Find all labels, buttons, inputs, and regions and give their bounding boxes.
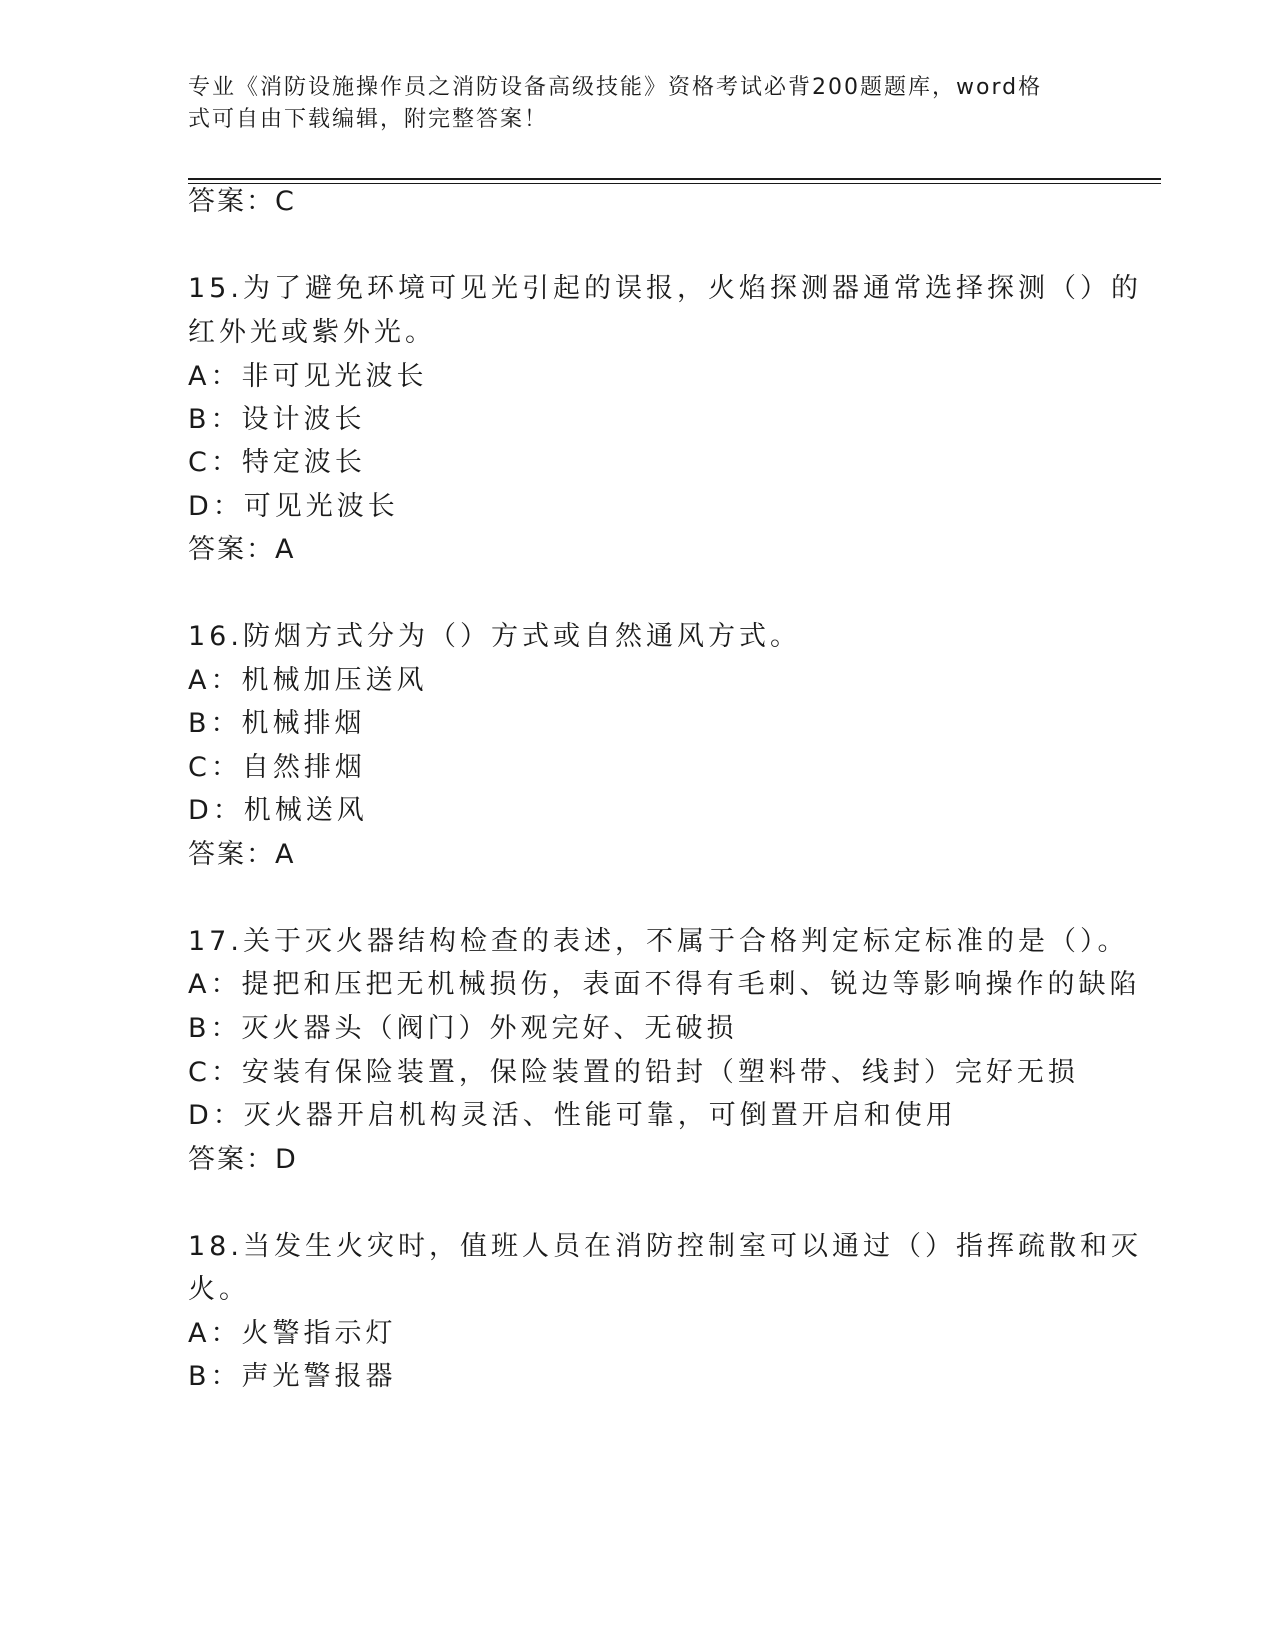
header-divider <box>188 178 1161 180</box>
header-divider-thin <box>188 183 1161 184</box>
question-15-option-b: B：设计波长 <box>188 404 366 435</box>
question-17-option-d: D：灭火器开启机构灵活、性能可靠，可倒置开启和使用 <box>188 1100 957 1131</box>
question-17-option-a: A：提把和压把无机械损伤，表面不得有毛刺、锐边等影响操作的缺陷 <box>188 969 1141 1000</box>
previous-answer: 答案：C <box>188 186 296 217</box>
question-16-option-b: B：机械排烟 <box>188 708 366 739</box>
question-15-option-c: C：特定波长 <box>188 447 366 478</box>
question-16-text-line-1: 16.防烟方式分为（）方式或自然通风方式。 <box>188 621 801 652</box>
document-header <box>188 72 1068 136</box>
question-15-option-d: D：可见光波长 <box>188 491 399 522</box>
question-15-text-line-2: 红外光或紫外光。 <box>188 317 436 348</box>
question-18-text-line-2: 火。 <box>188 1274 250 1305</box>
question-15-option-a: A：非可见光波长 <box>188 361 428 392</box>
question-16-answer: 答案：A <box>188 839 296 870</box>
question-15-answer: 答案：A <box>188 534 296 565</box>
question-18-option-b: B：声光警报器 <box>188 1361 397 1392</box>
header-line-1: 专业《消防设施操作员之消防设备高级技能》资格考试必背200题题库，word格 <box>188 75 1043 100</box>
question-17-answer: 答案：D <box>188 1144 298 1175</box>
question-18-option-a: A：火警指示灯 <box>188 1318 397 1349</box>
question-15-text-line-1: 15.为了避免环境可见光引起的误报，火焰探测器通常选择探测（）的 <box>188 273 1142 304</box>
question-18-text-line-1: 18.当发生火灾时，值班人员在消防控制室可以通过（）指挥疏散和灭 <box>188 1231 1142 1262</box>
question-16-option-d: D：机械送风 <box>188 795 368 826</box>
question-17-option-c: C：安装有保险装置，保险装置的铅封（塑料带、线封）完好无损 <box>188 1057 1079 1088</box>
question-16-option-c: C：自然排烟 <box>188 752 366 783</box>
question-16-option-a: A：机械加压送风 <box>188 665 428 696</box>
header-line-2: 式可自由下载编辑，附完整答案！ <box>188 107 549 132</box>
question-17-option-b: B：灭火器头（阀门）外观完好、无破损 <box>188 1013 738 1044</box>
question-17-text-line-1: 17.关于灭火器结构检查的表述，不属于合格判定标定标准的是（）。 <box>188 926 1129 957</box>
